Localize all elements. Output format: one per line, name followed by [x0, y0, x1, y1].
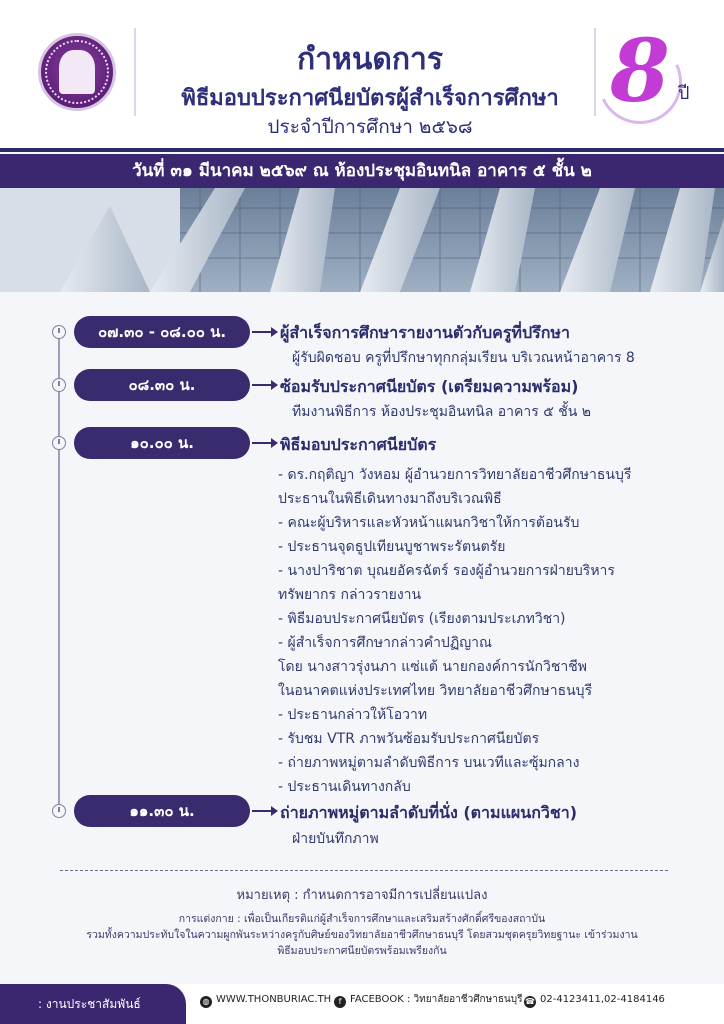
schedule-line: ทรัพยากร กล่าวรายงาน: [278, 587, 422, 603]
arrow-icon: [252, 331, 276, 333]
logo-emblem-icon: [59, 50, 95, 94]
schedule-line: ประธานในพิธีเดินทางมาถึงบริเวณพิธี: [278, 491, 502, 507]
schedule-line: - ถ่ายภาพหมู่ตามลำดับพิธีการ บนเวทีและซุ้มกลาง: [278, 755, 580, 771]
schedule-line: - พิธีมอบประกาศนียบัตร (เรียงตามประเภทวิชา): [278, 611, 566, 627]
arrow-icon: [252, 810, 276, 812]
anniversary-unit: ปี: [678, 83, 690, 104]
schedule-line: - ดร.กฤติญา วังหอม ผู้อำนวยการวิทยาลัยอาชีวศึกษาธนบุรี: [278, 467, 632, 483]
phone-item[interactable]: [524, 992, 665, 1008]
schedule-line: โดย นางสาวรุ่งนภา แซ่แต้ นายกองค์การนักวิชาชีพ: [278, 659, 587, 675]
schedule-detail: ฝ่ายบันทึกภาพ: [292, 831, 379, 847]
dress-note-line-2: รวมทั้งความประทับใจในความผูกพันระหว่างครูกับศิษย์ของวิทยาลัยอาชีวศึกษาธนบุรี โดยสวมชุดครุยวิทยฐานะ เข้าร่วมงาน: [86, 929, 638, 941]
building-photo: [0, 188, 724, 292]
phone-icon: ☎: [525, 997, 535, 1006]
dress-note-line-3: พิธีมอบประกาศนียบัตรพร้อมเพรียงกัน: [277, 945, 447, 957]
schedule-detail: ทีมงานพิธีการ ห้องประชุมอินทนิล อาคาร ๕ ชั้น ๒: [292, 404, 592, 420]
arrow-icon: [252, 442, 276, 444]
footer: [0, 984, 724, 1024]
website-text: WWW.THONBURIAC.TH: [216, 994, 332, 1005]
schedule-title: พิธีมอบประกาศนียบัตร: [280, 435, 437, 454]
page-subtitle: พิธีมอบประกาศนียบัตรผู้สำเร็จการศึกษา: [181, 86, 559, 111]
college-logo: [38, 33, 116, 111]
schedule-title: ซ้อมรับประกาศนียบัตร (เตรียมความพร้อม): [280, 377, 579, 396]
globe-icon: ◍: [200, 996, 212, 1008]
anniversary-number: 8: [610, 21, 670, 122]
schedule-line: ในอนาคตแห่งประเทศไทย วิทยาลัยอาชีวศึกษาธนบุรี: [278, 683, 593, 699]
facebook-icon: f: [334, 996, 346, 1008]
time-pill: ๐๗.๓๐ - ๐๘.๐๐ น.: [74, 316, 250, 348]
department-tab: : งานประชาสัมพันธ์: [0, 984, 186, 1024]
divider-left: [134, 28, 136, 116]
schedule-line: - รับชม VTR ภาพวันซ้อมรับประกาศนียบัตร: [278, 731, 540, 747]
time-pill: ๐๘.๓๐ น.: [74, 369, 250, 401]
schedule-detail: ผู้รับผิดชอบ ครูที่ปรึกษาทุกกลุ่มเรียน บริเวณหน้าอาคาร 8: [292, 350, 635, 366]
schedule-line: - คณะผู้บริหารและหัวหน้าแผนกวิชาให้การต้อนรับ: [278, 515, 580, 531]
divider-right: [594, 28, 596, 116]
clock-icon: [52, 436, 66, 450]
header-rule: [0, 148, 724, 152]
remark-note: หมายเหตุ : กำหนดการอาจมีการเปลี่ยนแปลง: [236, 888, 488, 903]
schedule-line: - ประธานกล่าวให้โอวาท: [278, 707, 428, 723]
notes-divider: [60, 870, 668, 871]
date-banner: วันที่ ๓๑ มีนาคม ๒๕๖๙ ณ ห้องประชุมอินทนิล อาคาร ๕ ชั้น ๒: [0, 154, 724, 188]
time-pill: ๑๐.๐๐ น.: [74, 427, 250, 459]
clock-icon: [52, 804, 66, 818]
clock-icon: [52, 378, 66, 392]
dress-note-line-1: การแต่งกาย : เพื่อเป็นเกียรติแก่ผู้สำเร็จการศึกษาและเสริมสร้างศักดิ์ศรีของสถาบัน: [178, 913, 546, 925]
schedule-title: ผู้สำเร็จการศึกษารายงานตัวกับครูที่ปรึกษา: [280, 323, 570, 342]
schedule-line: - ประธานเดินทางกลับ: [278, 779, 411, 795]
schedule-line: - ประธานจุดธูปเทียนบูชาพระรัตนตรัย: [278, 539, 506, 555]
clock-icon: [52, 325, 66, 339]
academic-year: ประจำปีการศึกษา ๒๕๖๘: [267, 116, 473, 138]
page-title: กำหนดการ: [297, 42, 443, 77]
facebook-item[interactable]: [334, 992, 522, 1008]
website-item[interactable]: [200, 992, 331, 1008]
header: [0, 0, 724, 148]
schedule-line: - ผู้สำเร็จการศึกษากล่าวคำปฏิญาณ: [278, 635, 492, 651]
arrow-icon: [252, 384, 276, 386]
building-illustration: [0, 188, 724, 292]
facebook-text: FACEBOOK : วิทยาลัยอาชีวศึกษาธนบุรี: [350, 994, 523, 1005]
phone-text: 02-4123411,02-4184146: [540, 994, 665, 1005]
schedule-line: - นางปาริชาต บุณยอัครฉัตร์ รองผู้อำนวยการฝ่ายบริหาร: [278, 563, 615, 579]
timeline-line: [58, 330, 60, 812]
time-pill: ๑๑.๓๐ น.: [74, 795, 250, 827]
schedule-title: ถ่ายภาพหมู่ตามลำดับที่นั่ง (ตามแผนกวิชา): [280, 803, 578, 822]
anniversary-badge: [610, 22, 676, 122]
